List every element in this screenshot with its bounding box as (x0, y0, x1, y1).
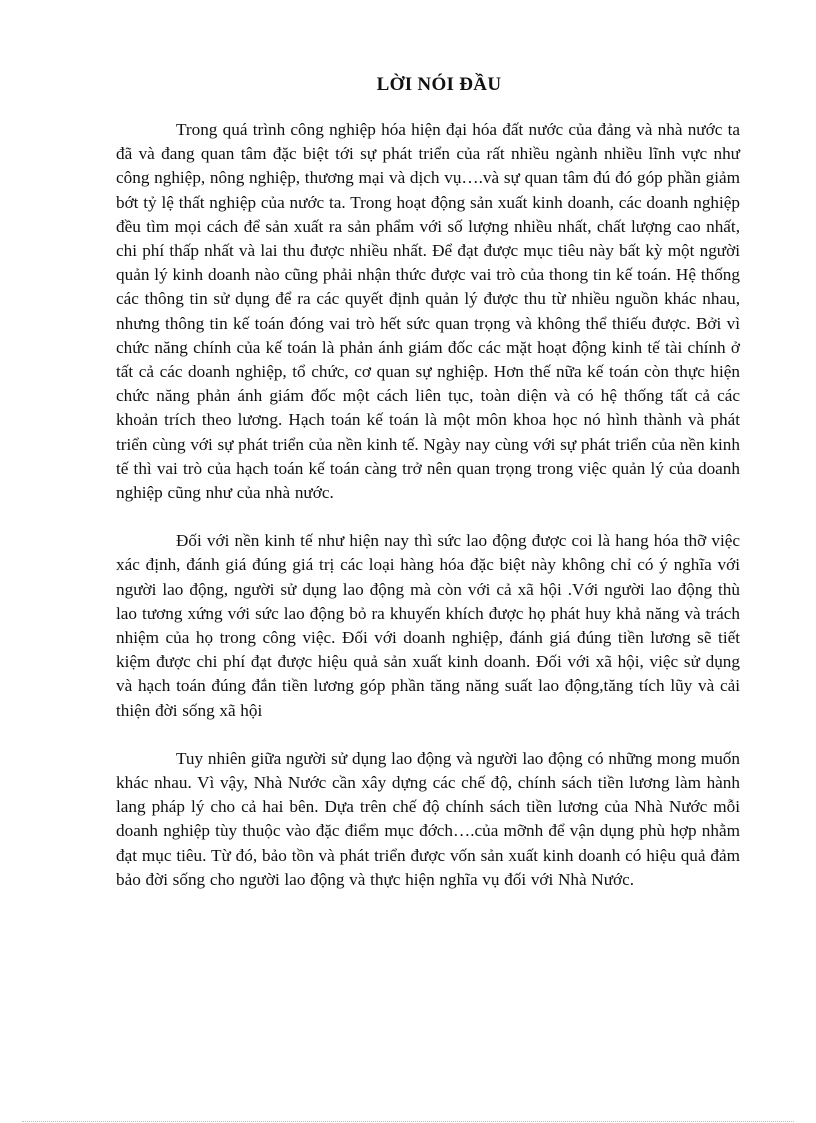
page-title: LỜI NÓI ĐẦU (376, 74, 502, 95)
paragraph-3: Tuy nhiên giữa người sử dụng lao động và người lao động có những mong muốn khác nhau. Vì vậy, Nhà Nước cần xây dựng các chế độ, chính sách tiền lương làm hành lang pháp lý cho cả hai bên. Dựa trên chế độ chính sách tiền lương của Nhà Nước mỗi doanh nghiệp tùy thuộc vào đặc điểm mục đớch….của mỡnh để vận dụng phù hợp nhằm đạt mục tiêu. Từ đó, bảo tồn và phát triển được vốn sản xuất kinh doanh có hiệu quả đảm bảo đời sống cho người lao động và thực hiện nghĩa vụ đối với Nhà Nước. (116, 748, 740, 889)
page-bottom-divider (22, 1121, 794, 1122)
paragraph-1: Trong quá trình công nghiệp hóa hiện đại hóa đất nước của đảng và nhà nước ta đã và đang quan tâm đặc biệt tới sự phát triển của rất nhiều ngành nhiều lĩnh vực như công nghiệp, nông nghiệp, thương mại và dịch vụ….và sự quan tâm đú đó góp phần giảm bớt tỷ lệ thất nghiệp của nước ta. Trong hoạt động sản xuất kinh doanh, các doanh nghiệp đều tìm mọi cách để sản xuất ra sản phẩm với số lượng nhiều nhất, chất lượng cao nhất, chi phí thấp nhất và lai thu được nhiều nhất. Để đạt được mục tiêu này bất kỳ một người quản lý kinh doanh nào cũng phải nhận thức được vai trò của thong tin kế toán. Hệ thống các thông tin sử dụng để ra các quyết định quản lý được thu từ nhiều nguồn khác nhau, nhưng thông tin kế toán đóng vai trò hết sức quan trọng và không thể thiếu được. Bởi vì chức năng chính của kế toán là phản ánh giám đốc các mặt hoạt động kinh tế tài chính ở tất cả các doanh nghiệp, tổ chức, cơ quan sự nghiệp. Hơn thế nữa kế toán còn thực hiện chức năng phản ánh giám đốc một cách liên tục, toàn diện và có hệ thống tất cả các khoản trích theo lương. Hạch toán kế toán là một môn khoa học nó hình thành và phát triển cùng với sự phát triển của nền kinh tế. Ngày nay cùng với sự phát triển của nền kinh tế thì vai trò của hạch toán kế toán càng trở nên quan trọng trong việc quản lý của doanh nghiệp cũng như của nhà nước. (116, 120, 740, 503)
document-body (116, 118, 740, 916)
paragraph-2: Đối với nền kinh tế như hiện nay thì sức lao động được coi là hang hóa thỡ việc xác định, đánh giá đúng giá trị các loại hàng hóa đặc biệt này không chỉ có ý nghĩa với người lao động, người sử dụng lao động mà còn với cả xã hội .Với người lao động thù lao tương xứng với sức lao động bỏ ra khuyến khích được họ phát huy khả năng và trách nhiệm của họ trong công việc. Đối với doanh nghiệp, đánh giá đúng tiền lương sẽ tiết kiệm được chi phí đạt được hiệu quả sản xuất kinh doanh. Đối với xã hội, việc sử dụng và hạch toán đúng đắn tiền lương góp phần tăng năng suất lao động,tăng tích lũy và cải thiện đời sống xã hội (116, 531, 740, 720)
